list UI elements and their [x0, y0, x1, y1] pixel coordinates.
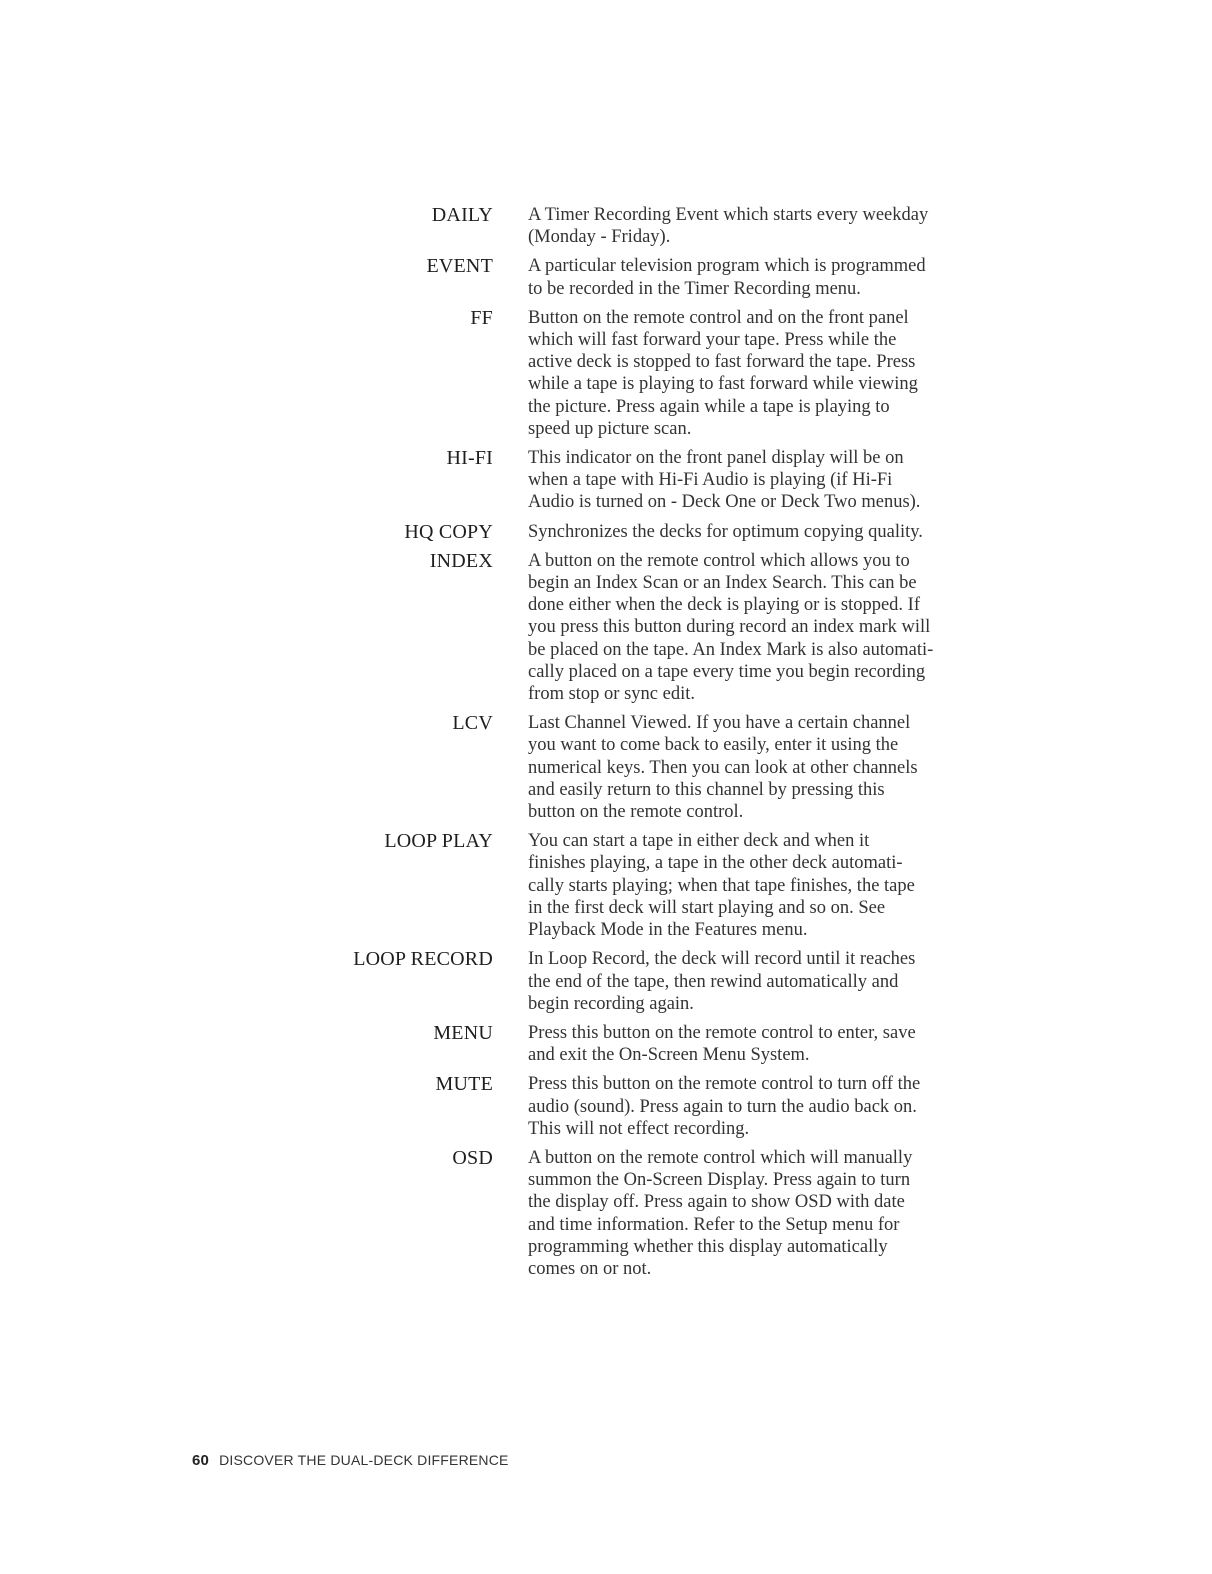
glossary-term: EVENT: [426, 255, 493, 278]
glossary-term: HQ COPY: [404, 520, 493, 543]
glossary-definition: A button on the remote control which will manually summon the On-Screen Display. Press again to turn the display off. Press again to show OSD with date and time information. Refer to the Setup menu for programming whether this display automatically comes on or not.: [528, 1147, 913, 1279]
glossary-definition: Synchronizes the decks for optimum copying quality.: [528, 521, 923, 542]
glossary-term: LOOP RECORD: [353, 948, 493, 971]
glossary-definition: In Loop Record, the deck will record until it reaches the end of the tape, then rewind automatically and begin recording again.: [528, 949, 916, 1014]
footer-title: DISCOVER THE DUAL-DECK DIFFERENCE: [219, 1452, 509, 1468]
glossary-definition: You can start a tape in either deck and when it finishes playing, a tape in the other deck automati- cally starts playing; when that tape finishes, the tape in the first deck will start playing and so on. See Playback Mode in the Features menu.: [528, 831, 915, 941]
glossary-entry-ff: [0, 307, 1212, 440]
glossary-entry-lcv: [0, 712, 1212, 823]
glossary-term: LCV: [452, 712, 493, 735]
glossary-definition: Press this button on the remote control to enter, save and exit the On-Screen Menu System.: [528, 1022, 916, 1066]
glossary-term: MUTE: [435, 1073, 493, 1096]
page-number: 60: [192, 1452, 210, 1469]
glossary-entry-daily: [0, 204, 1212, 248]
glossary-term: LOOP PLAY: [384, 830, 493, 853]
glossary-entry-hi-fi: [0, 447, 1212, 514]
glossary-definition: Button on the remote control and on the front panel which will fast forward your tape. Press while the active deck is stopped to fast forward the tape. Press while a tape is playing to fast forward while viewing the picture. Press again while a tape is playing to speed up picture scan.: [528, 307, 918, 439]
glossary-term: DAILY: [431, 204, 493, 226]
glossary-entry-loop-record: [0, 948, 1212, 1015]
glossary-definition: Last Channel Viewed. If you have a certain channel you want to come back to easily, enter it using the numerical keys. Then you can look at other channels and easily return to this channel by pressing this button on the remote control.: [528, 713, 918, 823]
glossary-definition: This indicator on the front panel display will be on when a tape with Hi-Fi Audio is playing (if Hi-Fi Audio is turned on - Deck One or Deck Two menus).: [528, 448, 921, 513]
glossary-entry-event: [0, 255, 1212, 299]
glossary-entry-hq-copy: [0, 521, 1212, 543]
page-footer: [192, 1452, 509, 1469]
glossary-term: OSD: [452, 1146, 493, 1169]
glossary-entry-loop-play: [0, 830, 1212, 941]
glossary-term: INDEX: [429, 549, 493, 572]
glossary-term: HI-FI: [446, 447, 493, 470]
glossary-list: [0, 204, 1212, 1287]
glossary-entry-mute: [0, 1073, 1212, 1140]
glossary-entry-osd: [0, 1147, 1212, 1280]
glossary-entry-menu: [0, 1022, 1212, 1066]
glossary-definition: A Timer Recording Event which starts every weekday (Monday - Friday).: [528, 205, 929, 248]
glossary-term: MENU: [433, 1021, 493, 1044]
glossary-definition: Press this button on the remote control to turn off the audio (sound). Press again to turn the audio back on. This will not effect recording.: [528, 1074, 921, 1139]
glossary-definition: A button on the remote control which allows you to begin an Index Scan or an Index Search. This can be done either when the deck is playing or is stopped. If you press this button during record an index mark will be placed on the tape. An Index Mark is also automati- cally placed on a tape every time you begin recording from stop or sync edit.: [528, 550, 934, 705]
glossary-entry-index: [0, 550, 1212, 705]
glossary-definition: A particular television program which is programmed to be recorded in the Timer Recording menu.: [528, 256, 926, 299]
glossary-term: FF: [470, 306, 493, 329]
